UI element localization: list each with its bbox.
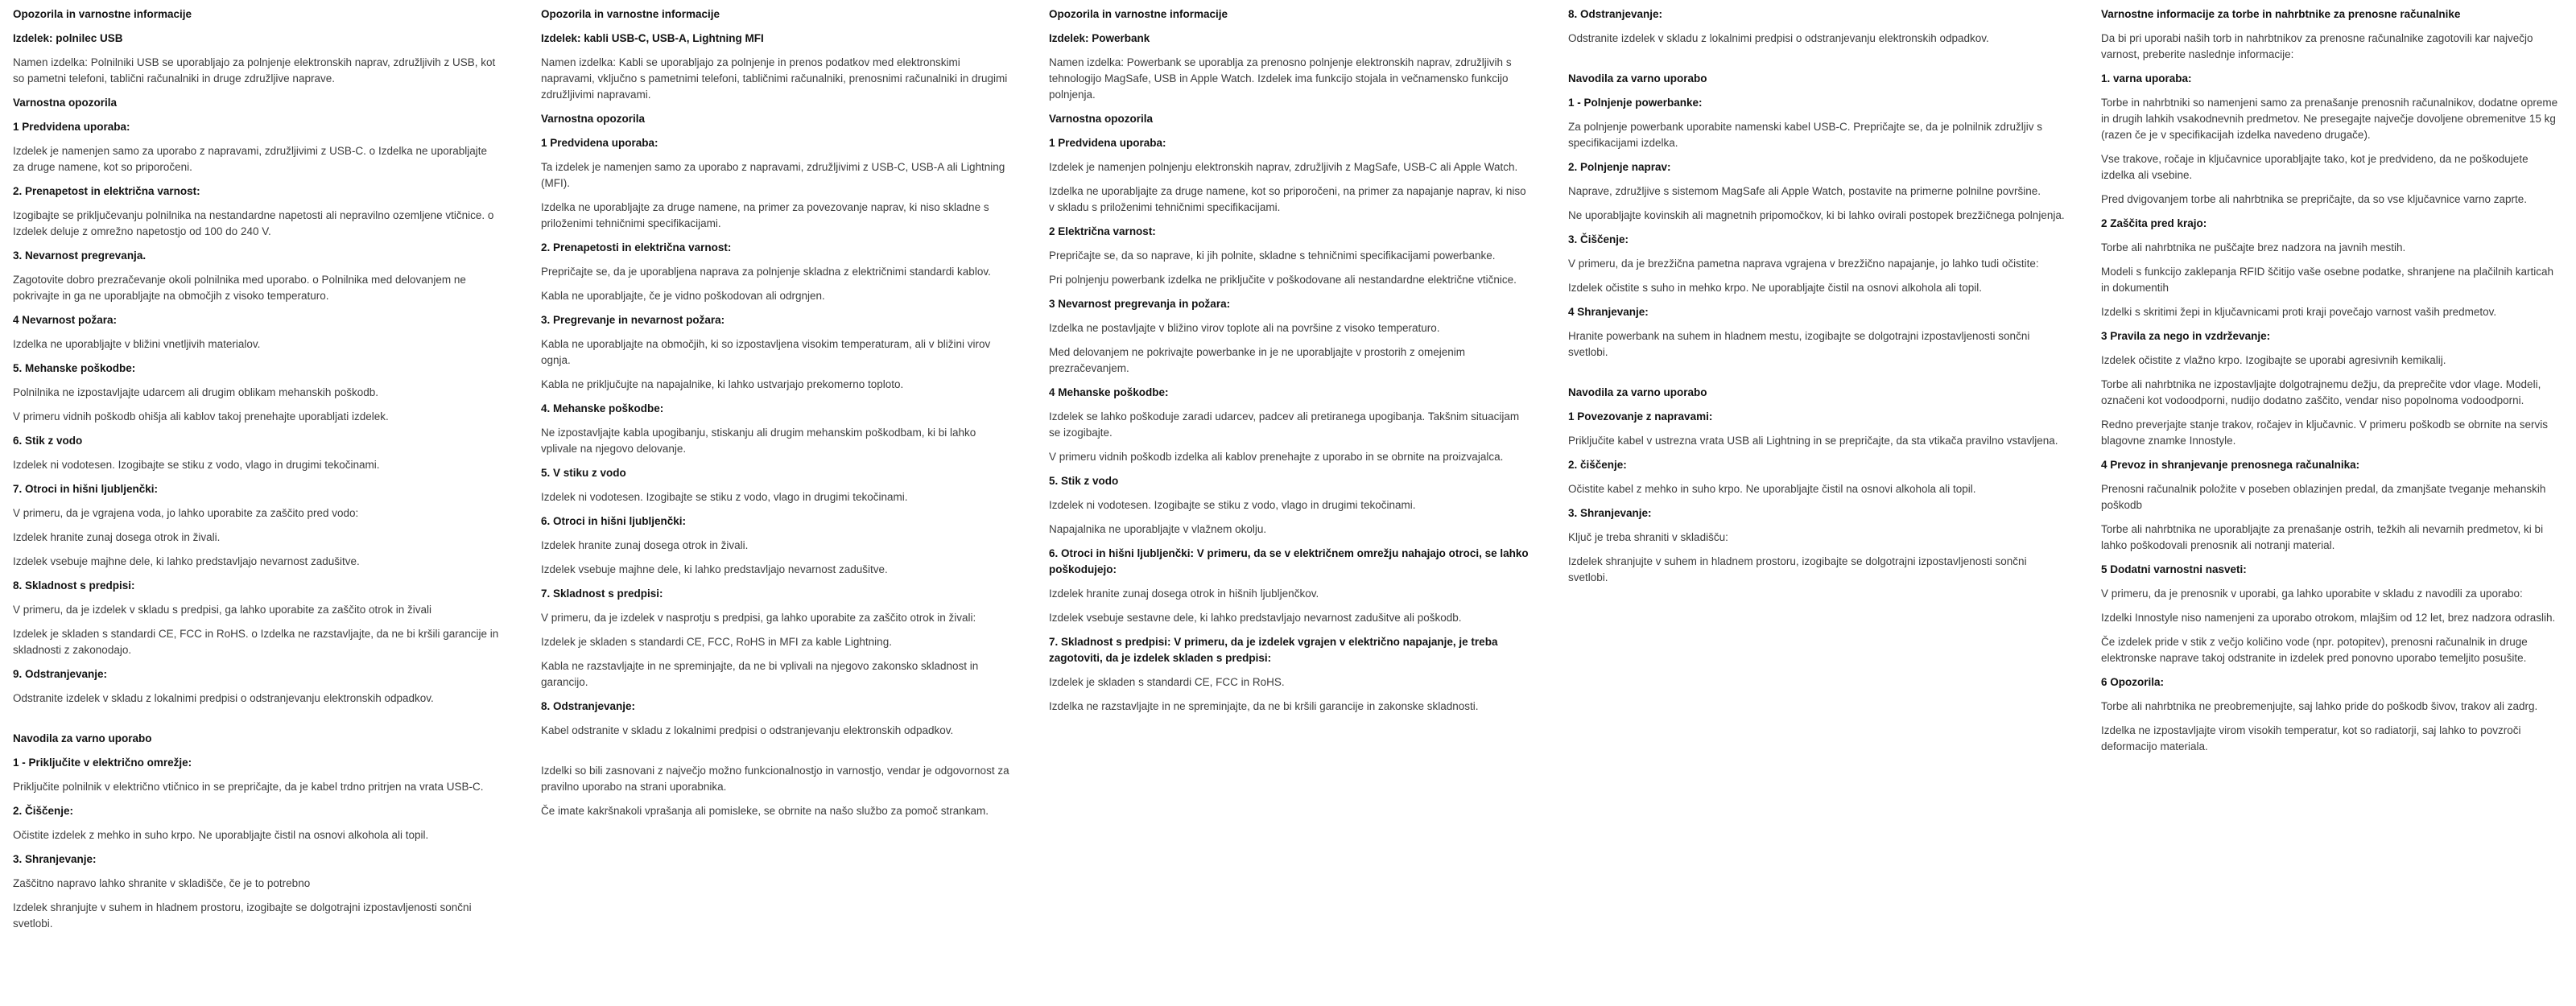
column-usb-charger-warnings [13,6,501,940]
section-heading: Varnostna opozorila [1049,113,1154,125]
paragraph: Med delovanjem ne pokrivajte powerbanke in je ne uporabljajte v prostorih z omejenim prezračevanjem. [1049,346,1466,374]
paragraph: Kabla ne uporabljajte, če je vidno poškodovan ali odrgnjen. [541,290,825,302]
paragraph: Da bi pri uporabi naših torb in nahrbtnikov za prenosne računalnike zagotovili kar največjo varnost, preberite naslednje informacije: [2101,32,2533,60]
paragraph: Prenosni računalnik položite v poseben oblazinjen predal, da zmanjšate tveganje mehanskih poškodb [2101,483,2546,511]
paragraph: Če izdelek pride v stik z večjo količino vode (npr. potopitev), prenosni računalnik in druge elektronske naprave takoj odstranite in izdelek pred ponovno uporabo temeljito posušite. [2101,636,2528,664]
section-heading: 2. Prenapetost in električna varnost: [13,185,200,197]
section-heading: 2. Polnjenje naprav: [1568,161,1671,173]
paragraph: Izdelek shranjujte v suhem in hladnem prostoru, izogibajte se dolgotrajni izpostavljenosti sončni svetlobi. [1568,555,2027,583]
section-heading: Izdelek: Powerbank [1049,32,1150,44]
paragraph: V primeru vidnih poškodb izdelka ali kablov prenehajte z uporabo in se obrnite na proizvajalca. [1049,451,1504,463]
section-heading: 6. Stik z vodo [13,435,83,447]
paragraph: Prepričajte se, da so naprave, ki jih polnite, skladne s tehničnimi specifikacijami powerbanke. [1049,249,1496,262]
section-heading: 3. Shranjevanje: [13,853,97,865]
section-heading: 1. varna uporaba: [2101,72,2192,85]
section-heading: 4 Nevarnost požara: [13,314,118,326]
section-heading: Opozorila in varnostne informacije [541,8,720,20]
paragraph: Pri polnjenju powerbank izdelka ne priključite v poškodovane ali nestandardne električne vtičnice. [1049,274,1517,286]
paragraph: Izdelek je namenjen polnjenju elektronskih naprav, združljivih z MagSafe, USB-C ali Apple Watch. [1049,161,1518,173]
paragraph: Izdelek je skladen s standardi CE, FCC in RoHS. [1049,676,1285,688]
section-heading: 7. Skladnost s predpisi: V primeru, da je izdelek vgrajen v električno napajanje, je treba zagotoviti, da je izdelek skladen s predpisi: [1049,636,1498,664]
section-heading: 5. Stik z vodo [1049,475,1119,487]
section-heading: 1 - Priključite v električno omrežje: [13,757,192,769]
section-heading: Izdelek: polnilec USB [13,32,123,44]
section-heading: Izdelek: kabli USB-C, USB-A, Lightning MFI [541,32,764,44]
section-heading: 3 Nevarnost pregrevanja in požara: [1049,298,1231,310]
section-heading: Varnostna opozorila [13,97,118,109]
section-heading: 1 Predvidena uporaba: [1049,137,1166,149]
paragraph: Torbe in nahrbtniki so namenjeni samo za prenašanje prenosnih računalnikov, dodatne opreme in drugih lahkih vsakodnevnih predmetov. Ne presegajte največje dovoljene obremenitve 15 kg (razen če je v specifikacijah izdelka navedeno drugače). [2101,97,2558,141]
paragraph: V primeru, da je brezžična pametna naprava vgrajena v brezžično napajanje, jo lahko tudi očistite: [1568,258,2039,270]
paragraph: Izdelek ni vodotesen. Izogibajte se stiku z vodo, vlago in drugimi tekočinami. [541,491,908,503]
paragraph: Zagotovite dobro prezračevanje okoli polnilnika med uporabo. o Polnilnika med delovanjem ne pokrivajte in ga ne uporabljajte na območjih z visoko temperaturo. [13,274,466,302]
section-heading: 3. Čiščenje: [1568,233,1629,245]
section-heading: 4. Mehanske poškodbe: [541,402,664,414]
section-heading: 4 Mehanske poškodbe: [1049,386,1169,398]
paragraph: Ta izdelek je namenjen samo za uporabo z napravami, združljivimi z USB-C, USB-A ali Lightning (MFI). [541,161,1005,189]
section-heading: 1 Predvidena uporaba: [541,137,658,149]
paragraph: Torbe ali nahrbtnika ne uporabljajte za prenašanje ostrih, težkih ali nevarnih predmetov, ki bi lahko poškodovali prenosnik ali notranji material. [2101,523,2544,551]
paragraph: Izdelek vsebuje majhne dele, ki lahko predstavljajo nevarnost zadušitve. [13,555,360,567]
paragraph: Vse trakove, ročaje in ključavnice uporabljajte tako, kot je predvideno, da ne poškodujete izdelka ali vsebine. [2101,153,2529,181]
paragraph: Redno preverjajte stanje trakov, ročajev in ključavnic. V primeru poškodb se obrnite na servis blagovne znamke Innostyle. [2101,418,2549,447]
section-heading: 8. Odstranjevanje: [1568,8,1663,20]
paragraph: Torbe ali nahrbtnika ne izpostavljajte dolgotrajnemu dežju, da preprečite vdor vlage. Modeli, označeni kot vodoodporni, nudijo dodatno zaščito, vendar niso popolnoma vodoodporni. [2101,378,2541,406]
section-heading: 3. Shranjevanje: [1568,507,1652,519]
paragraph: Kabla ne priključujte na napajalnike, ki lahko ustvarjajo prekomerno toploto. [541,378,904,390]
paragraph: Izdelek očistite z vlažno krpo. Izogibajte se uporabi agresivnih kemikalij. [2101,354,2446,366]
paragraph: Namen izdelka: Polnilniki USB se uporabljajo za polnjenje elektronskih naprav, združljivih z USB, kot so pametni telefoni, tablični računalniki in druge združljive naprave. [13,56,496,85]
paragraph: Ne uporabljajte kovinskih ali magnetnih pripomočkov, ki bi lahko ovirali postopek brezžičnega polnjenja. [1568,209,2065,221]
paragraph: Kabla ne razstavljajte in ne spreminjajte, da ne bi vplivali na njegovo zakonsko skladnost in garancijo. [541,660,979,688]
section-heading: 5. Mehanske poškodbe: [13,362,136,374]
paragraph: Torbe ali nahrbtnika ne preobremenjujte, saj lahko pride do poškodb šivov, trakov ali zadrg. [2101,700,2538,712]
section-heading: 7. Otroci in hišni ljubljenčki: [13,483,159,495]
paragraph: Izdelka ne uporabljajte za druge namene, kot so priporočeni, na primer za napajanje naprav, ki niso v skladu s priloženimi tehničnimi specifikacijami. [1049,185,1526,213]
section-heading: Varnostne informacije za torbe in nahrbtnike za prenosne računalnike [2101,8,2461,20]
paragraph: Izdelka ne razstavljajte in ne spreminjajte, da ne bi kršili garancije in zakonske skladnosti. [1049,700,1479,712]
paragraph: Napajalnika ne uporabljajte v vlažnem okolju. [1049,523,1267,535]
paragraph: Ne izpostavljajte kabla upogibanju, stiskanju ali drugim mehanskim poškodbam, ki bi lahko vplivale na njegovo delovanje. [541,427,976,455]
paragraph: Kabel odstranite v skladu z lokalnimi predpisi o odstranjevanju elektronskih odpadkov. [541,724,954,736]
paragraph: Izdelek hranite zunaj dosega otrok in živali. [541,539,749,551]
paragraph: Očistite kabel z mehko in suho krpo. Ne uporabljajte čistil na osnovi alkohola ali topil. [1568,483,1976,495]
paragraph: V primeru, da je izdelek v nasprotju s predpisi, ga lahko uporabite za zaščito otrok in živali: [541,612,976,624]
section-heading: 3. Pregrevanje in nevarnost požara: [541,314,725,326]
section-heading: 8. Odstranjevanje: [541,700,636,712]
section-heading: Navodila za varno uporabo [1568,72,1707,85]
paragraph: Izdelek hranite zunaj dosega otrok in hišnih ljubljenčkov. [1049,588,1319,600]
paragraph: Odstranite izdelek v skladu z lokalnimi predpisi o odstranjevanju elektronskih odpadkov. [1568,32,1989,44]
paragraph: Izdelka ne postavljajte v bližino virov toplote ali na površine z visoko temperaturo. [1049,322,1440,334]
section-heading: 2. Čiščenje: [13,805,74,817]
section-heading: 7. Skladnost s predpisi: [541,588,663,600]
paragraph: Izdelek očistite s suho in mehko krpo. Ne uporabljajte čistil na osnovi alkohola ali topil. [1568,282,1983,294]
section-heading: 1 Predvidena uporaba: [13,121,130,133]
paragraph: Izdelki s skritimi žepi in ključavnicami proti kraji povečajo varnost vaših predmetov. [2101,306,2497,318]
section-heading: 3 Pravila za nego in vzdrževanje: [2101,330,2271,342]
paragraph: Izdelek vsebuje sestavne dele, ki lahko predstavljajo nevarnost zadušitve ali poškodb. [1049,612,1462,624]
paragraph: Priključite polnilnik v električno vtičnico in se prepričajte, da je kabel trdno pritrjen na vrata USB-C. [13,781,484,793]
section-heading: 5 Dodatni varnostni nasveti: [2101,563,2247,575]
paragraph: Izdelek je skladen s standardi CE, FCC, RoHS in MFI za kable Lightning. [541,636,892,648]
column-powerbank-warnings [1049,6,1532,723]
paragraph: Pred dvigovanjem torbe ali nahrbtnika se prepričajte, da so vse ključavnice varno zaprte. [2101,193,2528,205]
section-heading: 6. Otroci in hišni ljubljenčki: V primeru, da se v električnem omrežju nahajajo otroci, se lahko poškodujejo: [1049,547,1529,575]
paragraph: Prepričajte se, da je uporabljena naprava za polnjenje skladna z električnimi standardi kablov. [541,266,991,278]
section-heading: 8. Skladnost s predpisi: [13,579,135,592]
paragraph: V primeru, da je vgrajena voda, jo lahko uporabite za zaščito pred vodo: [13,507,359,519]
section-heading: 2. čiščenje: [1568,459,1627,471]
paragraph: Modeli s funkcijo zaklepanja RFID ščitijo vaše osebne podatke, shranjene na plačilnih karticah in dokumentih [2101,266,2554,294]
section-heading: 1 - Polnjenje powerbanke: [1568,97,1703,109]
section-heading: Navodila za varno uporabo [1568,386,1707,398]
section-heading: Varnostna opozorila [541,113,646,125]
section-heading: Opozorila in varnostne informacije [1049,8,1228,20]
paragraph: Polnilnika ne izpostavljajte udarcem ali drugim oblikam mehanskih poškodb. [13,386,378,398]
paragraph: Kabla ne uporabljajte na območjih, ki so izpostavljena visokim temperaturam, ali v bližini virov ognja. [541,338,991,366]
paragraph: Izdelki Innostyle niso namenjeni za uporabo otrokom, mlajšim od 12 let, brez nadzora odraslih. [2101,612,2556,624]
paragraph: Izdelek je namenjen samo za uporabo z napravami, združljivimi z USB-C. o Izdelka ne uporabljajte za druge namene, kot so priporočeni. [13,145,488,173]
paragraph: Izdelek ni vodotesen. Izogibajte se stiku z vodo, vlago in drugimi tekočinami. [13,459,380,471]
column-laptop-bags-safety-info [2101,6,2562,763]
paragraph: Izogibajte se priključevanju polnilnika na nestandardne napetosti ali nepravilno ozemljene vtičnice. o Izdelek deluje z omrežno napetostjo od 100 do 240 V. [13,209,494,237]
paragraph: Hranite powerbank na suhem in hladnem mestu, izogibajte se dolgotrajni izpostavljenosti sončni svetlobi. [1568,330,2030,358]
paragraph: Priključite kabel v ustrezna vrata USB ali Lightning in se prepričajte, da sta vtikača pravilno vstavljena. [1568,435,2058,447]
section-heading: 2 Zaščita pred krajo: [2101,217,2207,229]
paragraph: Ključ je treba shraniti v skladišču: [1568,531,1728,543]
section-heading: 2 Električna varnost: [1049,225,1156,237]
paragraph: Odstranite izdelek v skladu z lokalnimi predpisi o odstranjevanju elektronskih odpadkov. [13,692,434,704]
paragraph: V primeru vidnih poškodb ohišja ali kablov takoj prenehajte uporabljati izdelek. [13,410,389,423]
paragraph: Očistite izdelek z mehko in suho krpo. Ne uporabljajte čistil na osnovi alkohola ali topil. [13,829,429,841]
section-heading: Navodila za varno uporabo [13,732,152,744]
paragraph: Izdelka ne uporabljajte za druge namene, na primer za povezovanje naprav, ki niso skladne s priloženimi tehničnimi specifikacijami. [541,201,989,229]
paragraph: Izdelki so bili zasnovani z največjo možno funkcionalnostjo in varnostjo, vendar je odgovornost za pravilno uporabo na strani uporabnika. [541,765,1009,793]
paragraph: Izdelek vsebuje majhne dele, ki lahko predstavljajo nevarnost zadušitve. [541,563,888,575]
paragraph: Za polnjenje powerbank uporabite namenski kabel USB-C. Prepričajte se, da je polnilnik združljiv s specifikacijami izdelka. [1568,121,2043,149]
paragraph: Če imate kakršnakoli vprašanja ali pomisleke, se obrnite na našo službo za pomoč strankam. [541,805,989,817]
section-heading: Opozorila in varnostne informacije [13,8,192,20]
paragraph: Izdelek je skladen s standardi CE, FCC in RoHS. o Izdelka ne razstavljajte, da ne bi kršili garancije in skladnosti z zakonodajo. [13,628,499,656]
section-heading: 2. Prenapetosti in električna varnost: [541,241,732,254]
paragraph: Namen izdelka: Kabli se uporabljajo za polnjenje in prenos podatkov med elektronskimi napravami, vključno s pametnimi telefoni, tabličnimi računalniki, prenosnimi računalniki in drugimi združljivimi napravami. [541,56,1008,101]
paragraph: Izdelek se lahko poškoduje zaradi udarcev, padcev ali pretiranega upogibanja. Takšnim situacijam se izogibajte. [1049,410,1520,439]
paragraph: V primeru, da je izdelek v skladu s predpisi, ga lahko uporabite za zaščito otrok in živali [13,604,432,616]
column-cables-warnings [541,6,1014,827]
paragraph: Izdelek ni vodotesen. Izogibajte se stiku z vodo, vlago in drugimi tekočinami. [1049,499,1416,511]
section-heading: 6. Otroci in hišni ljubljenčki: [541,515,687,527]
column-powerbank-usage-and-cable-usage [1568,6,2066,594]
paragraph: Izdelka ne izpostavljajte virom visokih temperatur, kot so radiatorji, saj lahko to povzroči deformacijo materiala. [2101,724,2521,752]
paragraph: Izdelek hranite zunaj dosega otrok in živali. [13,531,221,543]
section-heading: 4 Shranjevanje: [1568,306,1649,318]
section-heading: 1 Povezovanje z napravami: [1568,410,1713,423]
section-heading: 3. Nevarnost pregrevanja. [13,249,147,262]
paragraph: Izdelek shranjujte v suhem in hladnem prostoru, izogibajte se dolgotrajni izpostavljenosti sončni svetlobi. [13,901,472,930]
paragraph: V primeru, da je prenosnik v uporabi, ga lahko uporabite v skladu z navodili za uporabo: [2101,588,2523,600]
paragraph: Izdelka ne uporabljajte v bližini vnetljivih materialov. [13,338,261,350]
paragraph: Zaščitno napravo lahko shranite v skladišče, če je to potrebno [13,877,311,889]
section-heading: 4 Prevoz in shranjevanje prenosnega računalnika: [2101,459,2360,471]
paragraph: Namen izdelka: Powerbank se uporablja za prenosno polnjenje elektronskih naprav, združljivih s tehnologijo MagSafe, USB in Apple Watch. Izdelek ima funkcijo stojala in večnamensko funkcijo polnjenja. [1049,56,1512,101]
section-heading: 6 Opozorila: [2101,676,2165,688]
section-heading: 5. V stiku z vodo [541,467,626,479]
paragraph: Naprave, združljive s sistemom MagSafe ali Apple Watch, postavite na primerne polnilne površine. [1568,185,2041,197]
paragraph: Torbe ali nahrbtnika ne puščajte brez nadzora na javnih mestih. [2101,241,2406,254]
section-heading: 9. Odstranjevanje: [13,668,108,680]
